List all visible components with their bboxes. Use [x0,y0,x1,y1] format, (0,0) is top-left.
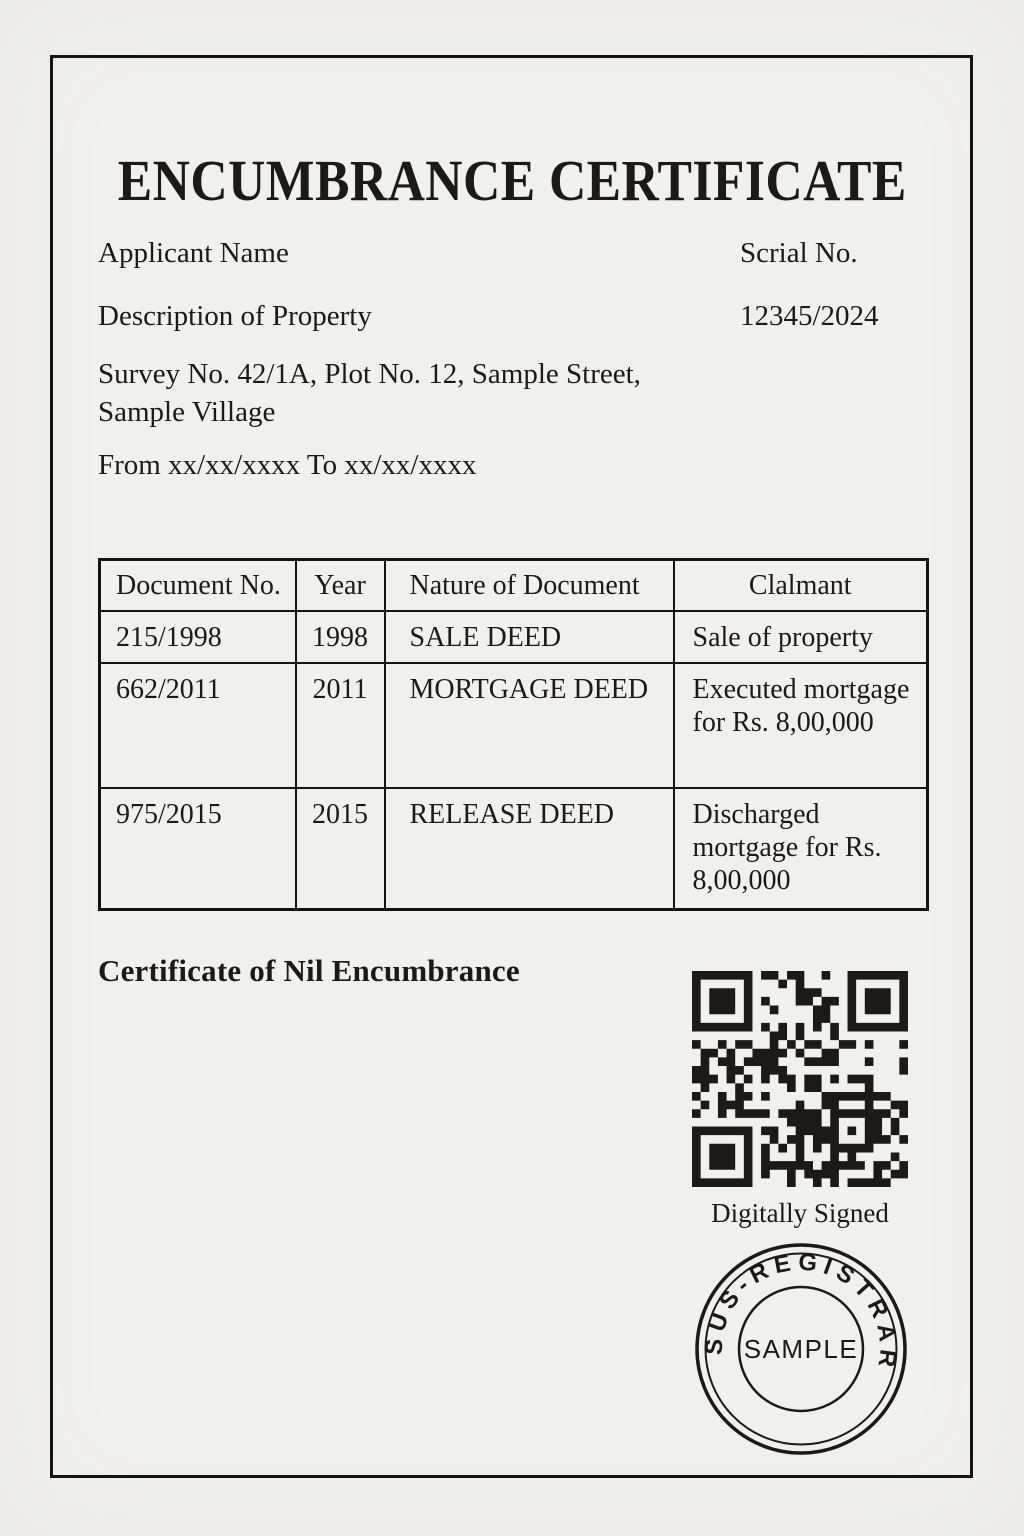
search-period-text: From xx/xx/xxxx To xx/xx/xxxx [98,449,477,481]
col-header-nature: Nature of Document [385,560,674,611]
cell-year: 2015 [296,788,385,910]
cell-document-no: 975/2015 [100,788,296,910]
registrar-stamp-icon [691,1239,911,1459]
applicant-name-label: Applicant Name [98,237,289,269]
qr-code-icon [692,971,908,1187]
serial-no-label: Scrial No. [740,237,858,269]
digitally-signed-label: Digitally Signed [711,1198,889,1228]
property-description-value: Survey No. 42/1A, Plot No. 12, Sample Street, Sample Village [98,358,641,428]
stamp-center-text: SAMPLE [743,1334,859,1364]
cell-nature: SALE DEED [385,611,674,663]
col-header-claimant: Clalmant [674,560,928,611]
table-row [100,788,928,910]
page-title: ENCUMBRANCE CERTIFICATE [117,147,907,213]
stamp-ring-text: SUS-REGISTRAR [700,1248,902,1375]
cell-claimant: Discharged mortgage for Rs. 8,00,000 [674,788,928,910]
cell-claimant: Sale of property [674,611,928,663]
cell-nature: RELEASE DEED [385,788,674,910]
nil-encumbrance-heading: Certificate of Nil Encumbrance [98,953,520,988]
cell-document-no: 215/1998 [100,611,296,663]
cell-nature: MORTGAGE DEED [385,663,674,788]
cell-document-no: 662/2011 [100,663,296,788]
cell-year: 1998 [296,611,385,663]
table-header-row [100,560,928,611]
cell-claimant: Executed mortgage for Rs. 8,00,000 [674,663,928,788]
col-header-document-no: Document No. [100,560,296,611]
encumbrance-table [98,558,929,911]
table-row [100,611,928,663]
table-row [100,663,928,788]
cell-year: 2011 [296,663,385,788]
col-header-year: Year [296,560,385,611]
serial-no-value: 12345/2024 [740,300,879,332]
property-description-label: Description of Property [98,300,372,332]
